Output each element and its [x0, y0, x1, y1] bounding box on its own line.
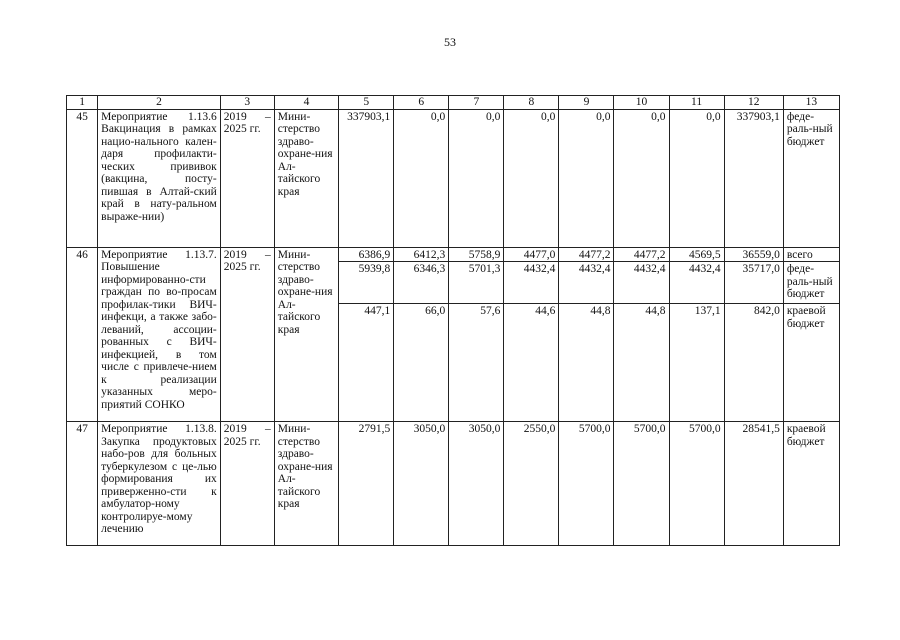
column-header-6: 6	[394, 96, 449, 110]
funding-value: 0,0	[614, 109, 669, 247]
column-header-3: 3	[220, 96, 274, 110]
funding-value: 2550,0	[504, 422, 559, 546]
funding-value: 4432,4	[669, 262, 724, 304]
column-header-10: 10	[614, 96, 669, 110]
funding-value: 44,8	[614, 304, 669, 422]
table-row	[67, 422, 840, 546]
funding-value: 2791,5	[339, 422, 394, 546]
executor: Мини-стерство здраво-охране-ния Ал-тайского края	[274, 109, 338, 247]
funding-value: 4432,4	[614, 262, 669, 304]
funding-source: краевой бюджет	[783, 422, 839, 546]
funding-value: 842,0	[724, 304, 783, 422]
column-header-11: 11	[669, 96, 724, 110]
funding-value: 5700,0	[669, 422, 724, 546]
funding-value: 5701,3	[449, 262, 504, 304]
funding-value: 0,0	[394, 109, 449, 247]
funding-value: 4432,4	[504, 262, 559, 304]
funding-value: 0,0	[559, 109, 614, 247]
funding-value: 447,1	[339, 304, 394, 422]
executor: Мини-стерство здраво-охране-ния Ал-тайского края	[274, 247, 338, 422]
funding-value: 66,0	[394, 304, 449, 422]
funding-value: 337903,1	[339, 109, 394, 247]
funding-value: 6386,9	[339, 247, 394, 262]
column-header-9: 9	[559, 96, 614, 110]
column-header-5: 5	[339, 96, 394, 110]
event-description: Мероприятие 1.13.6 Вакцинация в рамках нацио-нального кален-даря профилакти-ческих прививок (вакцина, посту-пившая в Алтай-ский край в нату-ральном выраже-нии)	[98, 109, 221, 247]
funding-value: 3050,0	[449, 422, 504, 546]
implementation-period: 2019 – 2025 гг.	[220, 109, 274, 247]
page-number: 53	[444, 35, 456, 49]
funding-value: 4477,0	[504, 247, 559, 262]
funding-value: 4477,2	[614, 247, 669, 262]
funding-value: 5700,0	[559, 422, 614, 546]
funding-value: 4569,5	[669, 247, 724, 262]
column-header-1: 1	[67, 96, 98, 110]
table-row	[67, 109, 840, 247]
column-header-12: 12	[724, 96, 783, 110]
funding-value: 44,8	[559, 304, 614, 422]
funding-value: 35717,0	[724, 262, 783, 304]
table-row	[67, 247, 840, 262]
funding-source: феде-раль-ный бюджет	[783, 262, 839, 304]
funding-value: 4477,2	[559, 247, 614, 262]
funding-value: 28541,5	[724, 422, 783, 546]
funding-value: 6346,3	[394, 262, 449, 304]
row-number: 45	[67, 109, 98, 247]
column-header-2: 2	[98, 96, 221, 110]
implementation-period: 2019 – 2025 гг.	[220, 422, 274, 546]
column-header-7: 7	[449, 96, 504, 110]
column-header-13: 13	[783, 96, 839, 110]
funding-value: 337903,1	[724, 109, 783, 247]
executor: Мини-стерство здраво-охране-ния Ал-тайского края	[274, 422, 338, 546]
funding-value: 4432,4	[559, 262, 614, 304]
row-number: 46	[67, 247, 98, 422]
table-header-row	[67, 96, 840, 110]
funding-value: 44,6	[504, 304, 559, 422]
funding-value: 6412,3	[394, 247, 449, 262]
funding-value: 36559,0	[724, 247, 783, 262]
funding-value: 0,0	[504, 109, 559, 247]
implementation-period: 2019 – 2025 гг.	[220, 247, 274, 422]
event-description: Мероприятие 1.13.7. Повышение информированно-сти граждан по во-просам профилак-тики ВИЧ-инфекци, а также забо-леваний, ассоции-рованных с ВИЧ-инфекцией, в том числе с привлече-нием к реализации указанных меро-приятий СОНКО	[98, 247, 221, 422]
funding-value: 5758,9	[449, 247, 504, 262]
funding-value: 0,0	[669, 109, 724, 247]
funding-value: 3050,0	[394, 422, 449, 546]
column-header-4: 4	[274, 96, 338, 110]
funding-value: 0,0	[449, 109, 504, 247]
column-header-8: 8	[504, 96, 559, 110]
row-number: 47	[67, 422, 98, 546]
funding-value: 57,6	[449, 304, 504, 422]
event-description: Мероприятие 1.13.8. Закупка продуктовых набо-ров для больных туберкулезом с це-лью формирования их приверженно-сти к амбулатор-ному контролируе-мому лечению	[98, 422, 221, 546]
funding-value: 5700,0	[614, 422, 669, 546]
funding-value: 137,1	[669, 304, 724, 422]
funding-value: 5939,8	[339, 262, 394, 304]
funding-source: всего	[783, 247, 839, 262]
funding-source: краевой бюджет	[783, 304, 839, 422]
budget-table	[66, 95, 840, 546]
funding-source: феде-раль-ный бюджет	[783, 109, 839, 247]
